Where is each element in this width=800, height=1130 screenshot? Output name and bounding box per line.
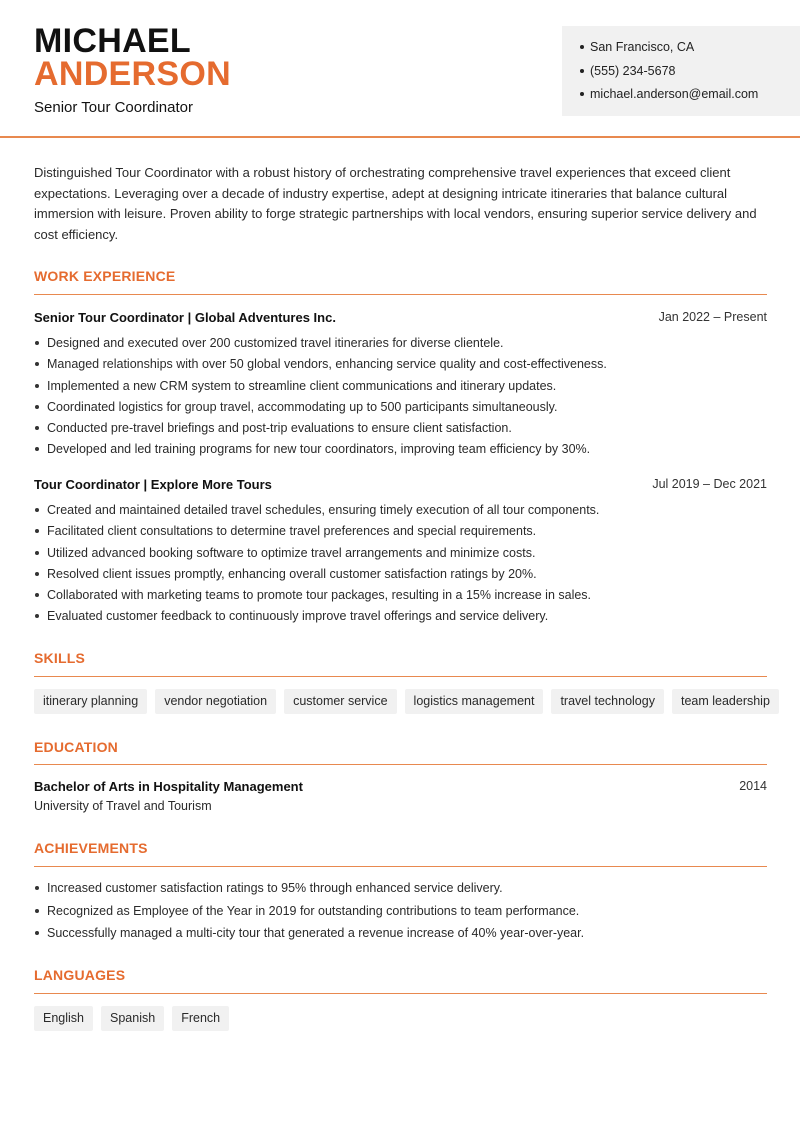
skill-tag: vendor negotiation [155,689,276,714]
skill-tag: logistics management [405,689,544,714]
skills-heading: SKILLS [34,650,85,666]
job-header [34,310,767,325]
list-item: Created and maintained detailed travel schedules, ensuring timely execution of all tour components. [34,501,767,522]
contact-location: San Francisco, CA [580,38,800,62]
achievements-list [34,879,767,947]
list-item: Resolved client issues promptly, enhancing overall customer satisfaction ratings by 20%. [34,565,767,586]
list-item: Developed and led training programs for new tour coordinators, improving team efficiency by 30%. [34,440,767,461]
job-bullets [34,501,767,629]
skills-tags [34,689,779,714]
language-tag: Spanish [101,1006,164,1031]
job-header [34,477,767,492]
summary-paragraph: Distinguished Tour Coordinator with a robust history of orchestrating comprehensive travel experiences that exceed client expectations. Leveraging over a decade of industry expertise, adept at designing intricate itineraries that balance cultural immersion with leisure. Proven ability to forge strategic partnerships with local vendors, ensuring superior service delivery and cost efficiency. [34,165,757,242]
graduation-year: 2014 [739,779,767,793]
list-item: Evaluated customer feedback to continuously improve travel offerings and service delivery. [34,607,767,628]
work-experience-heading: WORK EXPERIENCE [34,268,176,284]
section-divider [34,676,767,677]
skill-tag: travel technology [551,689,664,714]
contact-phone: (555) 234-5678 [580,62,800,86]
section-divider [34,866,767,867]
job-role: Tour Coordinator | Explore More Tours [34,477,272,492]
language-tag: English [34,1006,93,1031]
list-item: Coordinated logistics for group travel, accommodating up to 500 participants simultaneously. [34,398,767,419]
job-dates: Jul 2019 – Dec 2021 [652,477,767,491]
job-bullets [34,334,767,462]
job-role: Senior Tour Coordinator | Global Adventures Inc. [34,310,336,325]
list-item: Collaborated with marketing teams to promote tour packages, resulting in a 15% increase in sales. [34,586,767,607]
education-header [34,779,767,794]
job-dates: Jan 2022 – Present [658,310,767,324]
last-name: ANDERSON [34,55,231,93]
degree-name: Bachelor of Arts in Hospitality Management [34,779,303,794]
list-item: Managed relationships with over 50 global vendors, enhancing service quality and cost-effectiveness. [34,355,767,376]
skill-tag: customer service [284,689,396,714]
section-divider [34,294,767,295]
list-item: Utilized advanced booking software to optimize travel arrangements and minimize costs. [34,544,767,565]
list-item: Successfully managed a multi-city tour that generated a revenue increase of 40% year-over-year. [34,924,767,947]
list-item: Implemented a new CRM system to streamline client communications and itinerary updates. [34,377,767,398]
skill-tag: team leadership [672,689,779,714]
list-item: Conducted pre-travel briefings and post-trip evaluations to ensure client satisfaction. [34,419,767,440]
contact-box [562,26,800,116]
list-item: Facilitated client consultations to determine travel preferences and special requirements. [34,522,767,543]
skill-tag: itinerary planning [34,689,147,714]
section-divider [34,993,767,994]
list-item: Recognized as Employee of the Year in 2019 for outstanding contributions to team performance. [34,902,767,925]
section-divider [34,764,767,765]
language-tags [34,1006,229,1031]
education-heading: EDUCATION [34,739,118,755]
language-tag: French [172,1006,229,1031]
languages-heading: LANGUAGES [34,967,126,983]
first-name: MICHAEL [34,22,191,60]
achievements-heading: ACHIEVEMENTS [34,840,148,856]
school-name: University of Travel and Tourism [34,799,212,813]
job-title: Senior Tour Coordinator [34,99,193,116]
resume-header [0,0,800,138]
list-item: Increased customer satisfaction ratings to 95% through enhanced service delivery. [34,879,767,902]
list-item: Designed and executed over 200 customized travel itineraries for diverse clientele. [34,334,767,355]
contact-email: michael.anderson@email.com [580,85,800,109]
